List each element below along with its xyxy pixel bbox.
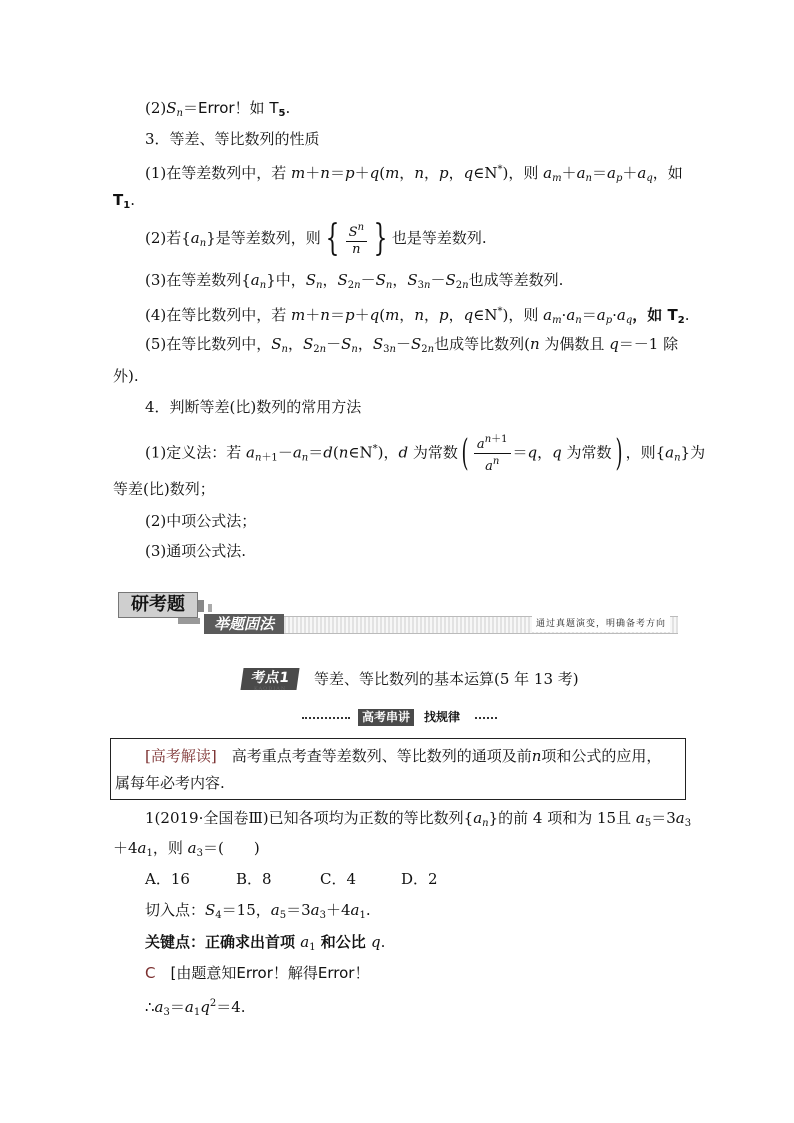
point-badge-sub: KAODIAN	[254, 686, 287, 692]
left-brace: {	[325, 218, 340, 259]
text: ＝( )	[202, 839, 260, 857]
text: ＝4.	[216, 998, 246, 1016]
banner-decoration	[198, 600, 204, 612]
dotted-line	[302, 717, 350, 719]
text: ＝3	[651, 809, 676, 827]
text: (	[332, 443, 339, 462]
text: }中，	[266, 271, 306, 289]
option-c[interactable]: C．4	[320, 870, 357, 888]
problem-statement: 1(2019·全国卷Ⅲ)已知各项均为正数的等比数列$\{a_n\}$的前 4 项和为 15且 $a_5=3a_3$	[145, 809, 692, 829]
text: (3)在等差数列{	[145, 271, 251, 289]
formula-line-2: $(2)S_n=Error$！如 $T_5$.	[145, 99, 291, 119]
point-title: 等差、等比数列的基本运算(5 年 13 考)	[314, 670, 579, 688]
text: ＋4	[113, 839, 138, 857]
text: 为常数	[561, 443, 612, 462]
box-line-1	[145, 745, 661, 767]
key-point: 关键点：正确求出首项 $a_1$ 和公比 q.	[145, 933, 386, 953]
text: ，	[537, 443, 553, 462]
separator-label-2: 找规律	[424, 710, 461, 724]
text: (4)在等比数列中，若	[145, 306, 292, 324]
text: 为偶数且	[539, 335, 610, 353]
text: ＝	[512, 443, 528, 462]
text: ，如 T	[632, 306, 678, 324]
text: (2019·全国卷Ⅲ)已知各项均为正数的等比数列{	[154, 809, 474, 827]
text: (1)在等差数列中，若	[145, 164, 292, 182]
text: 和公比	[315, 933, 372, 951]
key-label: 关键点：	[145, 933, 206, 951]
text: }是等差数列，则	[206, 229, 321, 247]
property-1: (1)在等差数列中，若 m＋n＝p＋q(m，n，p，q∈N*)，则 $a_m+a_n=a_p+a_q$，如	[145, 164, 683, 184]
fraction: $\frac{S^n}{n}$	[346, 220, 367, 258]
entry-label: 切入点：	[145, 901, 206, 919]
banner-title: 研考题	[118, 592, 198, 618]
text: ∴	[145, 998, 155, 1016]
text: 项和公式的应用，	[541, 747, 662, 765]
method-3: (3)通项公式法.	[145, 542, 247, 560]
left-paren: (	[461, 432, 469, 474]
text: ＝3	[286, 901, 311, 919]
property-4: (4)在等比数列中，若 m＋n＝p＋q(m，n，p，q∈N*)，则 $a_m\cdot a_n=a_p\cdot a_q$，如 $T_2$.	[145, 306, 690, 326]
text: 正确求出首项	[205, 933, 301, 951]
solution	[145, 963, 369, 983]
text: ＝Error！如 T	[182, 99, 279, 117]
text: (2)若{	[145, 229, 191, 247]
box-line-2: 属每年必考内容.	[115, 774, 225, 792]
text: (1)定义法：若	[145, 443, 247, 462]
text: ＝15，	[221, 901, 271, 919]
text: 高考重点考查等差数列、等比数列的通项及前	[216, 747, 532, 765]
box-tag: [高考解读]	[145, 747, 217, 765]
option-d[interactable]: D．2	[401, 870, 438, 888]
text: ，则{	[625, 443, 666, 462]
label: (2)	[145, 99, 167, 117]
solution-text: [由题意知Error！解得Error！	[155, 964, 370, 982]
text: ，如	[652, 164, 683, 182]
section-4-heading: 4．判断等差(比)数列的常用方法	[145, 398, 362, 416]
text: ∈N	[348, 443, 373, 462]
text: n	[531, 747, 542, 765]
text: ＝－1 除	[618, 335, 679, 353]
property-5: (5)在等比数列中，$S_n$，$S_{2n}-S_n$，$S_{3n}-S_{2n}$也成等比数列(n 为偶数且 q＝－1 除	[145, 335, 679, 355]
text: T	[113, 191, 124, 209]
method-1-end: 等差(比)数列；	[113, 480, 215, 498]
text: 也成等差数列.	[468, 271, 564, 289]
text: ，则	[508, 164, 544, 182]
fraction: $\frac{a^{n+1}}{a^n}$	[474, 432, 511, 475]
property-1-ref: $T_1$.	[113, 191, 135, 211]
section-banner	[118, 590, 678, 632]
entry-point: 切入点：$S_4=15$，$a_5=3a_3+4a_1$.	[145, 901, 371, 921]
property-3: (3)在等差数列$\{a_n\}$中，$S_n$，$S_{2n}-S_n$，$S_{3n}-S_{2n}$也成等差数列.	[145, 271, 564, 291]
point-badge: 考点1	[240, 668, 299, 690]
answer-letter: C	[145, 964, 156, 982]
final-result: $\therefore a_3=a_1q^2=4$.	[145, 998, 246, 1018]
right-paren: )	[615, 432, 623, 474]
property-5-end: 外).	[113, 367, 139, 385]
exam-interpretation-box	[110, 738, 686, 800]
text: (5)在等比数列中，	[145, 335, 272, 353]
section-3-heading: 3．等差、等比数列的性质	[145, 130, 320, 148]
banner-slogan: 通过真题演变，明确备考方向	[532, 616, 670, 632]
section-separator	[302, 708, 497, 728]
text: 为常数	[408, 443, 458, 462]
problem-number: 1	[145, 809, 155, 827]
text: ＝	[308, 443, 324, 462]
problem-statement-2: $+4a_1$，则 $a_3=$( )	[113, 839, 260, 859]
text: }的前 4 项和为 15且	[488, 809, 636, 827]
text: 也是等差数列.	[391, 229, 487, 247]
banner-decoration	[178, 618, 200, 624]
right-brace: }	[373, 218, 388, 259]
property-2: (2)若$\{a_n\}$是等差数列，则 { $\frac{S^n}{n}$ } 也是等差数列.	[145, 218, 487, 259]
method-1: (1)定义法：若 $a_{n+1}-a_n=d(n\in N^*)$，d 为常数( $\frac{a^{n+1}}{a^n}$ ＝q，q 为常数) ，则$\{a_n\}$为	[145, 432, 706, 474]
separator-label: 高考串讲	[358, 709, 414, 726]
option-a[interactable]: A．16	[145, 870, 190, 888]
text: )，	[377, 443, 399, 462]
method-2: (2)中项公式法；	[145, 512, 257, 530]
text: ＝	[169, 998, 185, 1016]
banner-subtitle: 举题固法	[204, 614, 284, 634]
text: ＋4	[325, 901, 351, 919]
text: ，则	[508, 306, 544, 324]
text: 也成等比数列(	[434, 335, 530, 353]
text: ，则	[152, 839, 188, 857]
dotted-line	[475, 717, 497, 719]
banner-decoration	[208, 604, 212, 612]
option-b[interactable]: B．8	[236, 870, 272, 888]
text: }为	[680, 443, 706, 462]
